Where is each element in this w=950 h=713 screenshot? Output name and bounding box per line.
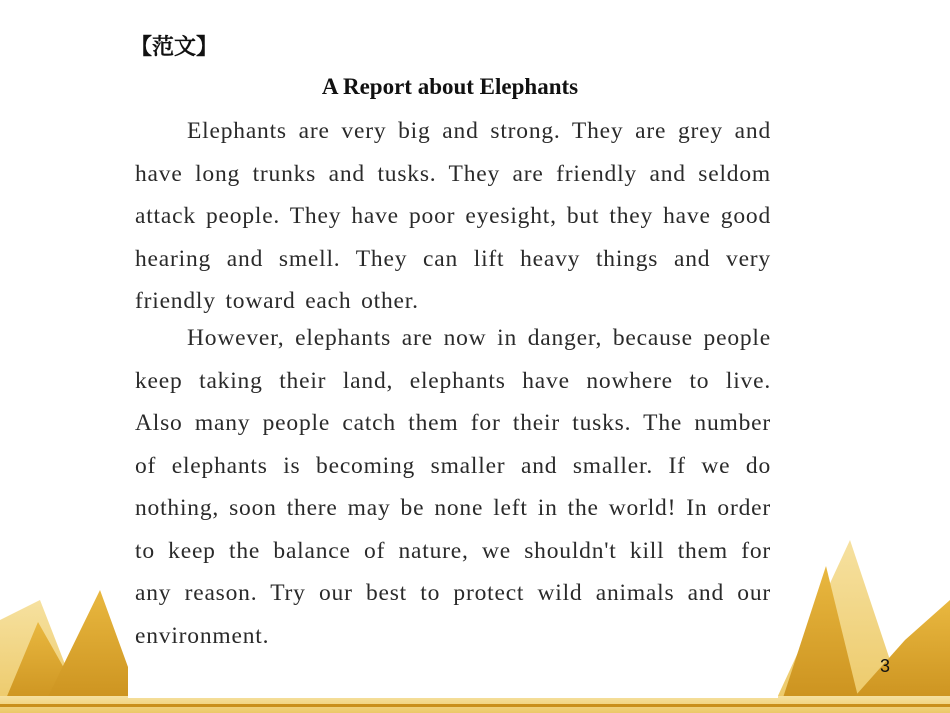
paragraph-1: Elephants are very big and strong. They are grey and have long trunks and tusks. They are friendly and seldom attack people. They have poor eyesight, but they have good hearing and smell. They can lift heavy things and very friendly toward each other. [135, 118, 771, 314]
bottom-band-line [0, 704, 950, 707]
document-title: A Report about Elephants [321, 74, 579, 99]
paragraph-2: However, elephants are now in danger, because people keep taking their land, elephants have nowhere to live. Also many people catch them for their tusks. The number of elephants is becoming smaller and smaller. If we do nothing, soon there may be none left in the world! In order to keep the balance of nature, we shouldn't kill them for any reason. Try our best to protect wild animals and our environment. [135, 325, 771, 649]
page-number: 3 [880, 656, 891, 676]
section-label: 【范文】 [130, 35, 219, 60]
